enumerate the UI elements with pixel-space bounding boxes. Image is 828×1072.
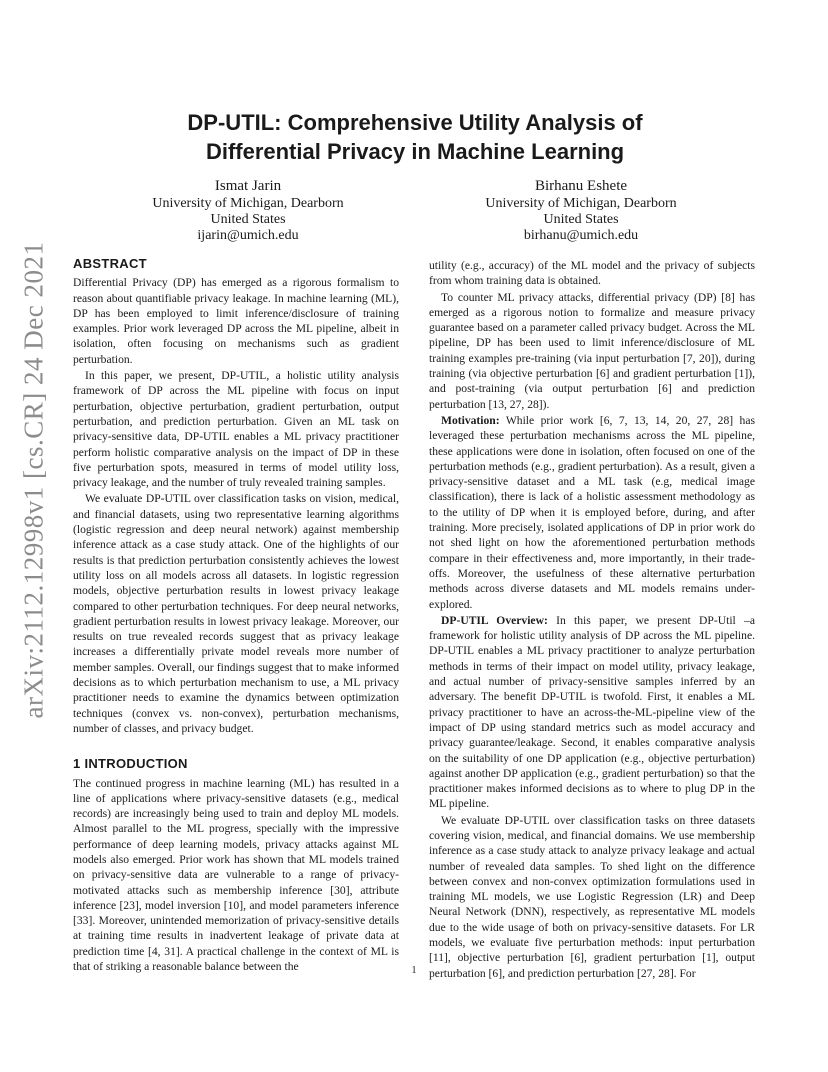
author-affiliation: University of Michigan, Dearborn <box>485 196 677 211</box>
author-block-2 <box>431 178 731 244</box>
intro-paragraph: We evaluate DP-UTIL over classification tasks on three datasets covering vision, medical, and financial domains. We use membership inference as a case study attack to analyze privacy leakage and actual number of revealed data samples. To shed light on the difference between convex and non-convex optimization formulations used in training ML models, we use Logistic Regression (LR) and Deep Neural Network (DNN), respectively, as representative ML models due to the wide usage of both on privacy-sensitive datasets. For LR models, we evaluate five perturbation methods: input perturbation [11], objective perturbation [6], gradient perturbation [1], output perturbation [6], and prediction perturbation [27, 28]. For <box>429 813 755 980</box>
author-block-1 <box>98 178 398 244</box>
author-name: Ismat Jarin <box>214 178 282 194</box>
overview-text: In this paper, we present DP-Util –a framework for holistic utility analysis of DP across the ML pipeline. DP-UTIL enables a ML privacy practitioner to analyze perturbation methods in terms of their impact on model utility, privacy leakage, and actual number of privacy-sensitive samples inferred by an adversary. The benefit DP-UTIL is twofold. First, it enables a ML privacy practitioner to have an across-the-ML-pipeline view of the impact of DP using standard metrics such as model accuracy and privacy guarantee/leakage. Second, it enables comparative analysis on the suitability of one DP application (e.g., objective perturbation) against another DP application (e.g., gradient perturbation) so that the practitioner makes informed decisions as to where to plug DP in the ML pipeline. <box>429 613 755 811</box>
overview-paragraph <box>429 613 755 812</box>
abstract-paragraph: We evaluate DP-UTIL over classification tasks on vision, medical, and financial datasets, using two representative learning algorithms (logistic regression and deep neural network) against membership inference attack as a case study attack. One of the highlights of our results is that prediction perturbation consistently achieves the lowest utility loss on all models across all datasets. In logistic regression models, objective perturbation results in lowest privacy leakage compared to other perturbation techniques. For deep neural networks, gradient perturbation results in lowest privacy leakage. Moreover, our results on true revealed records suggest that as privacy leakage increases a differentially private model reveals more number of member samples. Overall, our findings suggest that to make informed decisions as to which perturbation mechanism to use, a ML privacy practitioner needs to examine the dynamics between optimization techniques (convex vs. non-convex), perturbation mechanisms, number of classes, and privacy budget. <box>73 492 399 735</box>
intro-paragraph: To counter ML privacy attacks, differential privacy (DP) [8] has emerged as a rigorous notion to formalize and measure privacy guarantee based on a parameter called privacy budget. Across the ML pipeline, DP has been used to limit inference/disclosure of ML training examples pre-training (via input perturbation [7, 20]), during training (via objective perturbation [6] and gradient perturbation [1]), and post-training (via output perturbation [6] and prediction perturbation [13, 27, 28]). <box>429 290 755 411</box>
motivation-text: While prior work [6, 7, 13, 14, 20, 27, 28] has leveraged these perturbation mechanisms across the ML pipeline, these applications were done in isolation, often focused on one of the perturbation methods (e.g., gradient perturbation). As a result, given a privacy-sensitive dataset and a ML task (e.g, medical image classification), there is lack of a holistic assessment methodology as to the utility of DP when it is employed before, during, and after training. More precisely, isolated applications of DP in prior work do not shed light on how the aforementioned perturbation methods compare in their effectiveness and, more importantly, in their trade-offs. Moreover, the usefulness of these alternative perturbation methods across diverse datasets and ML models remains under-explored. <box>429 413 755 611</box>
author-email: birhanu@umich.edu <box>523 228 639 243</box>
abstract-paragraph: In this paper, we present, DP-UTIL, a holistic utility analysis framework of DP across the ML pipeline with focus on input perturbation, objective perturbation, gradient perturbation, output perturbation, and prediction perturbation. Given an ML task on privacy-sensitive data, DP-UTIL enables a ML privacy practitioner perform holistic comparative analysis on the impact of DP in these five perturbation spots, measured in terms of model utility loss, privacy leakage, and the number of truly revealed training samples. <box>73 369 399 490</box>
overview-lead: DP-UTIL Overview: <box>441 613 548 627</box>
intro-paragraph: The continued progress in machine learning (ML) has resulted in a line of applications where privacy-sensitive datasets (e.g., medical records) are increasingly being used to train and deploy ML models. Almost parallel to the ML progress, specially with the impressive performance of deep learning models, privacy attacks against ML models also emerged. Prior work has shown that ML models trained on privacy-sensitive data are vulnerable to a range of privacy-motivated attacks such as membership inference [30], attribute inference [23], model inversion [10], and model parameters inference [33]. Moreover, unintended memorization of privacy-sensitive details at training time results in inadvertent leakage of private data at prediction time [4, 31]. A practical challenge in the context of ML is that of striking a reasonable balance between the <box>73 776 399 974</box>
title-line-1: DP-UTIL: Comprehensive Utility Analysis of <box>187 110 643 135</box>
intro-paragraph-continued: utility (e.g., accuracy) of the ML model and the privacy of subjects from whom training data is obtained. <box>429 259 755 288</box>
author-country: United States <box>210 212 286 227</box>
author-country: United States <box>543 212 619 227</box>
arxiv-id-text: arXiv:2112.12998v1 [cs.CR] 24 Dec 2021 <box>18 241 49 719</box>
author-email: ijarin@umich.edu <box>197 228 299 243</box>
introduction-heading: 1 INTRODUCTION <box>73 756 188 772</box>
author-name: Birhanu Eshete <box>534 178 628 194</box>
motivation-paragraph <box>429 413 755 612</box>
page-number: 1 <box>411 965 417 976</box>
author-affiliation: University of Michigan, Dearborn <box>152 196 344 211</box>
right-column <box>429 258 755 982</box>
abstract-paragraph: Differential Privacy (DP) has emerged as a rigorous formalism to reason about quantifiable privacy leakage. In machine learning (ML), DP has been employed to limit inference/disclosure of training examples. Prior work leveraged DP across the ML pipeline, albeit in isolation, often focusing on mechanisms such as gradient perturbation. <box>73 276 399 366</box>
title-line-2: Differential Privacy in Machine Learning <box>205 139 625 164</box>
arxiv-identifier <box>14 241 54 719</box>
abstract-heading: ABSTRACT <box>73 256 147 271</box>
paper-title <box>120 108 710 166</box>
left-column <box>73 256 399 975</box>
motivation-lead: Motivation: <box>441 413 500 427</box>
